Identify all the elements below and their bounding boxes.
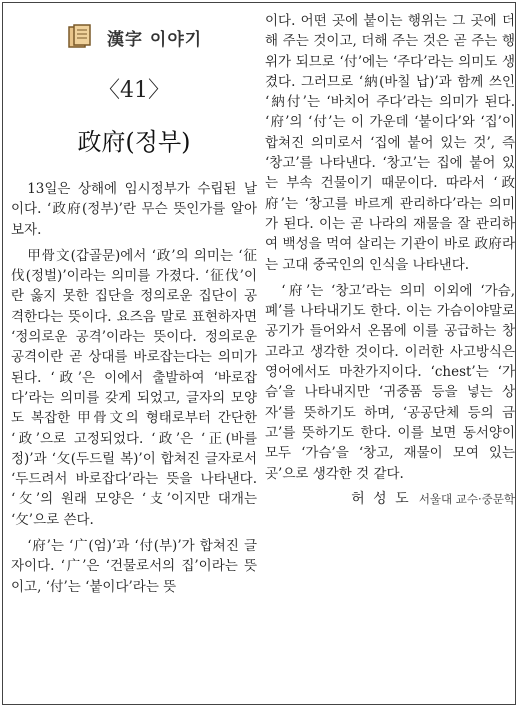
article-headline: 政府(정부) [77, 128, 191, 156]
series-title: 漢字 이야기 [107, 30, 203, 50]
series-header [11, 11, 257, 55]
author-affiliation: 서울대 교수·중문학 [418, 491, 515, 506]
issue-number: 〈41〉 [98, 78, 170, 103]
left-column [11, 11, 257, 597]
author-name: 허 성 도 [351, 490, 411, 507]
paragraph-chest: ‘府’는 ‘창고’라는 의미 이외에 ‘가슴, 폐’를 나타내기도 한다. 이는 가슴이야말로 공기가 들어와서 온몸에 이를 공급하는 창고라고 생각한 것이다. 이러한 사고방식은 영어에서도 마찬가지이다. ‘chest’는 ‘가슴’을 나타내지만 ‘귀중품 등을 넣는 상자’를 뜻하기도 하며, ‘공공단체 등의 금고’를 뜻하기도 한다. 이를 보면 동서양이 모두 ‘가슴’을 ‘창고, 재물이 모여 있는 곳’으로 생각한 것 같다. [265, 282, 515, 482]
article-frame [2, 2, 516, 705]
scroll-book-icon [67, 23, 93, 49]
paragraph-bu-start: ‘府’는 ‘广(엄)’과 ‘付(부)’가 합쳐진 글자이다. ‘广’은 ‘건물로서의 집’이라는 뜻이고, ‘付’는 ‘붙이다’라는 뜻 [11, 538, 257, 595]
paragraph-jeong: 甲骨文(갑골문)에서 ‘政’의 의미는 ‘征伐(정벌)’이라는 의미를 가졌다. ‘征伐’이란 옳지 못한 집단을 정의로운 집단이 공격한다는 뜻이다. 요즈음 말로 표현하자면 ‘정의로운 공격’이라는 뜻이다. 정의로운 공격이란 곧 상대를 바로잡는다는 의미가 된다. ‘政’은 이에서 출발하여 ‘바로잡다’라는 의미를 갖게 되었고, 글자의 모양도 복잡한 甲骨文의 형태로부터 간단한 ‘政’으로 고정되었다. ‘政’은 ‘正(바를 정)’과 ‘攵(두드릴 복)’이 합쳐진 글자로서 ‘두드려서 바로잡다’라는 뜻을 나타낸다. ‘攵’의 원래 모양은 ‘攴’이지만 대개는 ‘攵’으로 쓴다. [11, 247, 257, 528]
paragraph-intro: 13일은 상해에 임시정부가 수립된 날이다. ‘政府(정부)’란 무슨 뜻인가를 알아보자. [11, 181, 257, 238]
right-column [265, 11, 515, 508]
paragraph-bu-continued: 이다. 어떤 곳에 붙이는 행위는 그 곳에 더해 주는 것이고, 더해 주는 것은 곧 주는 행위가 되므로 ‘付’에는 ‘주다’라는 의미도 생겼다. 그러므로 ‘納(바칠 납)’과 함께 쓰인 ‘納付’는 ‘바치어 주다’라는 의미가 된다. ‘府’의 ‘付’는 이 가운데 ‘붙이다’와 ‘집’이 합쳐진 의미로서 ‘집에 붙어 있는 것’, 즉 ‘창고’를 나타낸다. ‘창고’는 집에 붙어 있는 부속 건물이기 때문이다. 따라서 ‘政府’는 ‘창고를 바르게 관리하다’라는 의미가 된다. 이는 곧 나라의 재물을 잘 관리하여 백성을 먹여 살리는 기관이 바로 政府라는 고대 중국인의 인식을 나타낸다. [265, 13, 515, 273]
byline [265, 488, 515, 508]
